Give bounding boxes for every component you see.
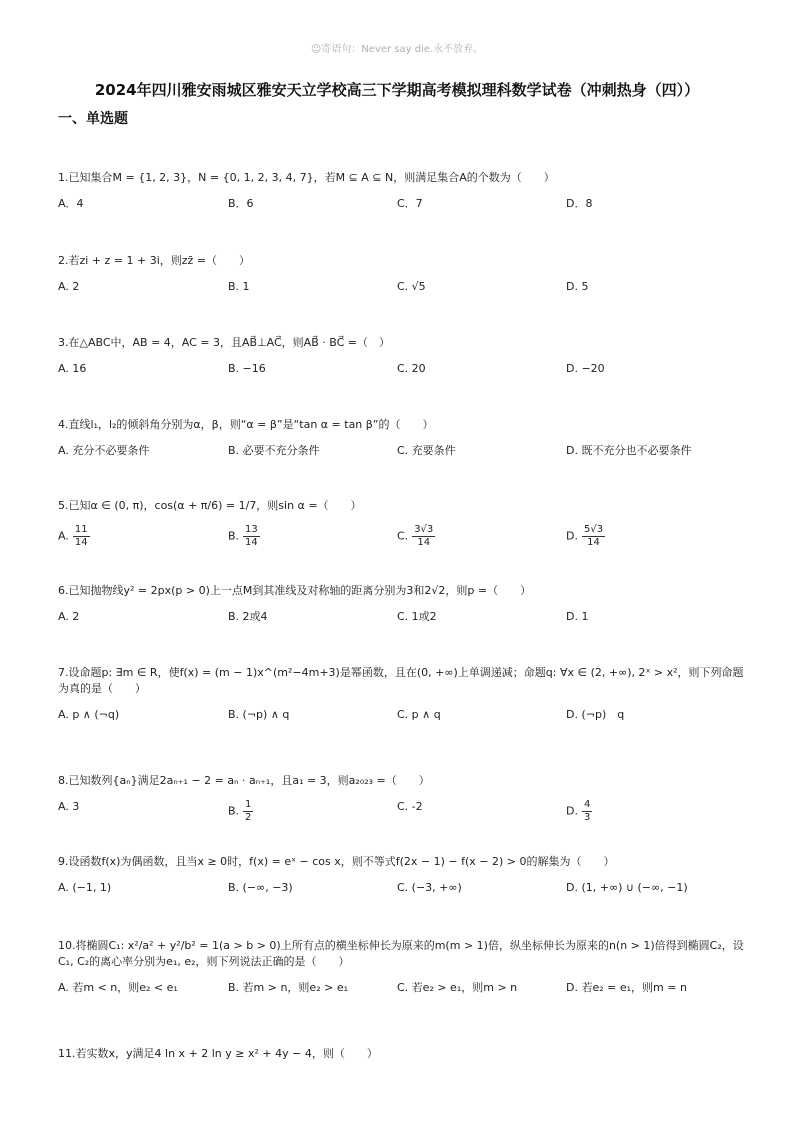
fraction-denominator: 14 [74, 537, 88, 548]
option-a: A. 2 [58, 280, 80, 293]
option-a: A. 2 [58, 610, 80, 623]
question-1 [58, 170, 748, 216]
option-b: B. 若m > n，则e₂ > e₁ [228, 981, 349, 994]
options-row [58, 609, 748, 629]
fraction-denominator: 2 [245, 812, 252, 823]
option-fraction [582, 524, 605, 549]
exam-title: 2024年四川雅安雨城区雅安天立学校高三下学期高考模拟理科数学试卷（冲刺热身（四）） [94, 81, 700, 99]
option-b: B．6 [228, 197, 254, 210]
options-row [58, 361, 748, 381]
question-5 [58, 498, 748, 554]
option-a: A. 充分不必要条件 [58, 444, 150, 457]
options-row [58, 196, 748, 216]
motto-text: ☺寄语句：Never say die.永不放弃。 [310, 44, 484, 55]
question-7 [58, 665, 748, 727]
section-heading: 一、单选题 [58, 111, 128, 127]
option-prefix: C. -2 [397, 800, 423, 813]
question-stem: 7.设命题p: ∃m ∈ R，使f(x) = (m − 1)x^(m²−4m+3)是幂函数，且在(0, +∞)上单调递减；命题q: ∀x ∈ (2, +∞), 2ˣ > x²，则下列命题为真的是（ ） [58, 666, 744, 695]
option-d [566, 799, 592, 824]
option-c [397, 799, 423, 815]
option-b: B. 1 [228, 280, 250, 293]
question-stem: 6.已知抛物线y² = 2px(p > 0)上一点M到其准线及对称轴的距离分别为3和2√2，则p =（ ） [58, 584, 532, 597]
option-a [58, 524, 90, 549]
question-stem: 1.已知集合M = {1, 2, 3}，N = {0, 1, 2, 3, 4, 7}，若M ⊆ A ⊆ N，则满足集合A的个数为（ ） [58, 171, 555, 184]
option-prefix: A. [58, 529, 69, 543]
fraction-denominator: 3 [583, 812, 591, 823]
option-a [58, 799, 79, 815]
option-d: D. 1 [566, 610, 589, 623]
question-11 [58, 1046, 748, 1062]
option-c: C．7 [397, 197, 423, 210]
options-row [58, 707, 748, 727]
option-prefix: B. [228, 529, 240, 543]
option-prefix: A. 3 [58, 800, 80, 813]
options-row [58, 880, 748, 900]
question-stem: 5.已知α ∈ (0, π)，cos(α + π/6) = 1/7，则sin α =（ ） [58, 499, 362, 512]
fraction-denominator: 14 [245, 537, 258, 548]
fraction-numerator: 5√3 [583, 524, 604, 535]
option-a: A. 16 [58, 362, 87, 375]
option-prefix: D. [566, 529, 578, 543]
option-prefix: D. [566, 804, 578, 818]
option-fraction [243, 524, 260, 549]
option-d: D．8 [566, 197, 593, 210]
question-8 [58, 773, 748, 829]
option-d: D. (1, +∞) ∪ (−∞, −1) [566, 881, 688, 894]
fraction-numerator: 3√3 [414, 524, 434, 535]
option-fraction [243, 799, 253, 824]
question-stem: 4.直线l₁，l₂的倾斜角分别为α，β，则“α = β”是“tan α = tan β”的（ ） [58, 418, 434, 431]
option-c: C. (−3, +∞) [397, 881, 462, 894]
fraction-denominator: 14 [587, 537, 600, 548]
fraction-numerator: 13 [245, 524, 258, 535]
fraction-denominator: 14 [417, 537, 431, 548]
option-b: B. (¬p) ∧ q [228, 708, 290, 721]
option-a: A. p ∧ (¬q) [58, 708, 120, 721]
option-fraction [412, 524, 435, 549]
question-9 [58, 854, 748, 900]
fraction-numerator: 4 [583, 799, 591, 810]
question-stem: 2.若zi + z = 1 + 3i，则zz̄ =（ ） [58, 254, 251, 267]
options-row [58, 980, 748, 1000]
option-d: D. (¬p) q [566, 708, 625, 721]
options-row [58, 279, 748, 299]
option-a: A. 若m < n，则e₂ < e₁ [58, 981, 178, 994]
option-c: C. 若e₂ > e₁，则m > n [397, 981, 518, 994]
options-row [58, 524, 748, 554]
question-3 [58, 335, 748, 381]
option-a: A．4 [58, 197, 84, 210]
fraction-numerator: 1 [245, 799, 252, 810]
option-d [566, 524, 605, 549]
option-b: B. −16 [228, 362, 266, 375]
option-fraction [582, 799, 592, 824]
option-b: B. 必要不充分条件 [228, 444, 320, 457]
option-c: C. p ∧ q [397, 708, 441, 721]
option-c: C. √5 [397, 280, 426, 293]
question-stem: 9.设函数f(x)为偶函数，且当x ≥ 0时，f(x) = eˣ − cos x，则不等式f(2x − 1) − f(x − 2) > 0的解集为（ ） [58, 855, 615, 868]
option-d: D. 若e₂ = e₁，则m = n [566, 981, 687, 994]
option-b: B. 2或4 [228, 610, 268, 623]
question-2 [58, 253, 748, 299]
question-stem: 10.将椭圆C₁: x²/a² + y²/b² = 1(a > b > 0)上所有点的横坐标伸长为原来的m(m > 1)倍，纵坐标伸长为原来的n(n > 1)倍得到椭圆C₂，设C₁, C₂的离心率分别为e₁, e₂，则下列说法正确的是（ ） [58, 939, 744, 968]
question-4 [58, 417, 748, 463]
option-b: B. (−∞, −3) [228, 881, 293, 894]
question-stem: 3.在△ABC中，AB = 4，AC = 3，且AB⃗⊥AC⃗，则AB⃗ · BC⃗ =（ ） [58, 336, 390, 349]
options-row [58, 443, 748, 463]
option-d: D. 5 [566, 280, 589, 293]
options-row [58, 799, 748, 829]
option-a: A. (−1, 1) [58, 881, 112, 894]
question-10 [58, 938, 748, 1000]
option-c: C. 充要条件 [397, 444, 456, 457]
question-stem: 8.已知数列{aₙ}满足2aₙ₊₁ − 2 = aₙ · aₙ₊₁，且a₁ = 3，则a₂₀₂₃ =（ ） [58, 774, 430, 787]
option-c: C. 20 [397, 362, 426, 375]
option-c: C. 1或2 [397, 610, 437, 623]
option-prefix: C. [397, 529, 409, 543]
option-b [228, 799, 253, 824]
option-prefix: B. [228, 804, 240, 818]
option-d: D. 既不充分也不必要条件 [566, 444, 692, 457]
question-6 [58, 583, 748, 629]
question-stem: 11.若实数x，y满足4 ln x + 2 ln y ≥ x² + 4y − 4，则（ ） [58, 1047, 378, 1060]
option-b [228, 524, 260, 549]
fraction-numerator: 11 [74, 524, 88, 535]
option-c [397, 524, 435, 549]
option-d: D. −20 [566, 362, 605, 375]
option-fraction [73, 524, 90, 549]
